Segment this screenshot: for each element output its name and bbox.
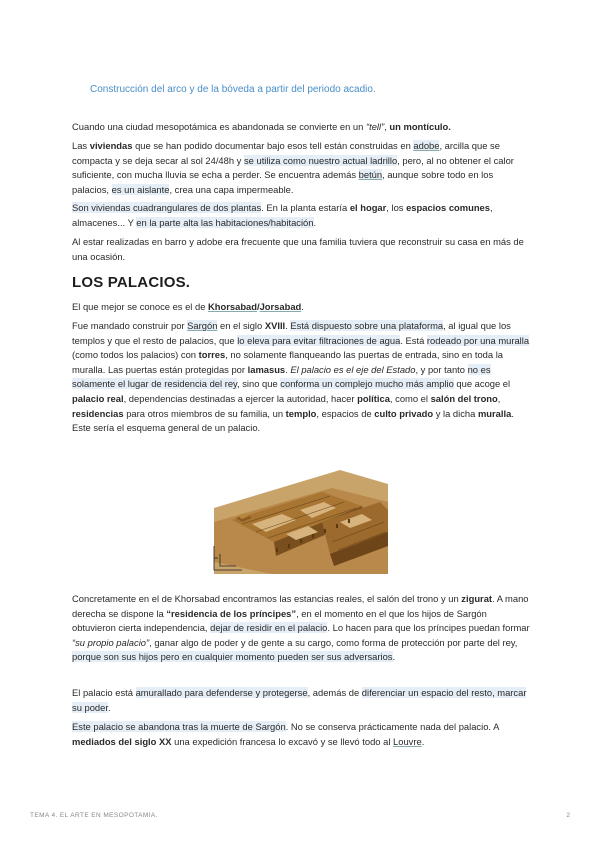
paragraph-plantas: Son viviendas cuadrangulares de dos plantas. En la planta estaría el hogar, los espacios comunes, almacenes... Y en la parte alta las habitaciones/habitación. [72,202,493,228]
section-heading: LOS PALACIOS. [72,274,191,291]
paragraph-amurallado: El palacio está amurallado para defenderse y protegerse, además de diferenciar un espacio del resto, marcar su poder. [72,687,527,713]
paragraph-viviendas: Las viviendas que se han podido documentar bajo esos tell están construidas en adobe, arcilla que se compacta y se deja secar al sol 24/48h y se utiliza como nuestro actual ladrillo, pero, al no obtener el calor suficiente, con mucha lluvia se echa a perder. Se encuentra además betún, aunque sobre todo en los palacios, es un aislante, crea una capa impermeable. [72,140,514,195]
bullet-point: Construcción del arco y de la bóveda a partir del periodo acadio. [90,84,376,95]
page-number: 2 [566,812,570,819]
paragraph-tell: Cuando una ciudad mesopotámica es abandonada se convierte en un “tell”, un montículo. [72,121,451,132]
palace-reconstruction-image [212,462,388,574]
paragraph-khorsabad: El que mejor se conoce es el de Khorsabad/Jorsabad. [72,301,304,312]
paragraph-reconstruir: Al estar realizadas en barro y adobe era frecuente que una familia tuviera que reconstruir su casa en más de una ocasión. [72,236,524,262]
paragraph-abandono: Este palacio se abandona tras la muerte de Sargón. No se conserva prácticamente nada del palacio. A mediados del siglo XX una expedición francesa lo excavó y se llevó todo al Louvre. [72,721,499,747]
paragraph-principes: Concretamente en el de Khorsabad encontramos las estancias reales, el salón del trono y un zigurat. A mano derecha se dispone la “residencia de los príncipes”, en el momento en el que los hijos de Sargón obtuvieron cierta independencia, dejar de residir en el palacio. Lo hacen para que los príncipes puedan formar “su propio palacio”, ganar algo de poder y de gente a su cargo, como forma de protección por parte del rey, porque son sus hijos pero en cualquier momento pueden ser sus adversarios. [72,593,530,663]
footer-title: TEMA 4. EL ARTE EN MESOPOTAMIA. [30,812,158,819]
paragraph-sargon: Fue mandado construir por Sargón en el siglo XVIII. Está dispuesto sobre una plataforma, al igual que los templos y que el resto de palacios, que lo eleva para evitar filtraciones de agua. Está rodeado por una muralla (como todos los palacios) con torres, no solamente flanqueando las puertas de entrada, sino en toda la muralla. Las puertas están protegidas por lamasus. El palacio es el eje del Estado, y por tanto no es solamente el lugar de residencia del rey, sino que conforma un complejo mucho más amplio que acoge el palacio real, dependencias destinadas a ejercer la autoridad, hacer política, como el salón del trono, residencias para otros miembros de su familia, un templo, espacios de culto privado y la dicha muralla. Este sería el esquema general de un palacio. [72,320,530,434]
